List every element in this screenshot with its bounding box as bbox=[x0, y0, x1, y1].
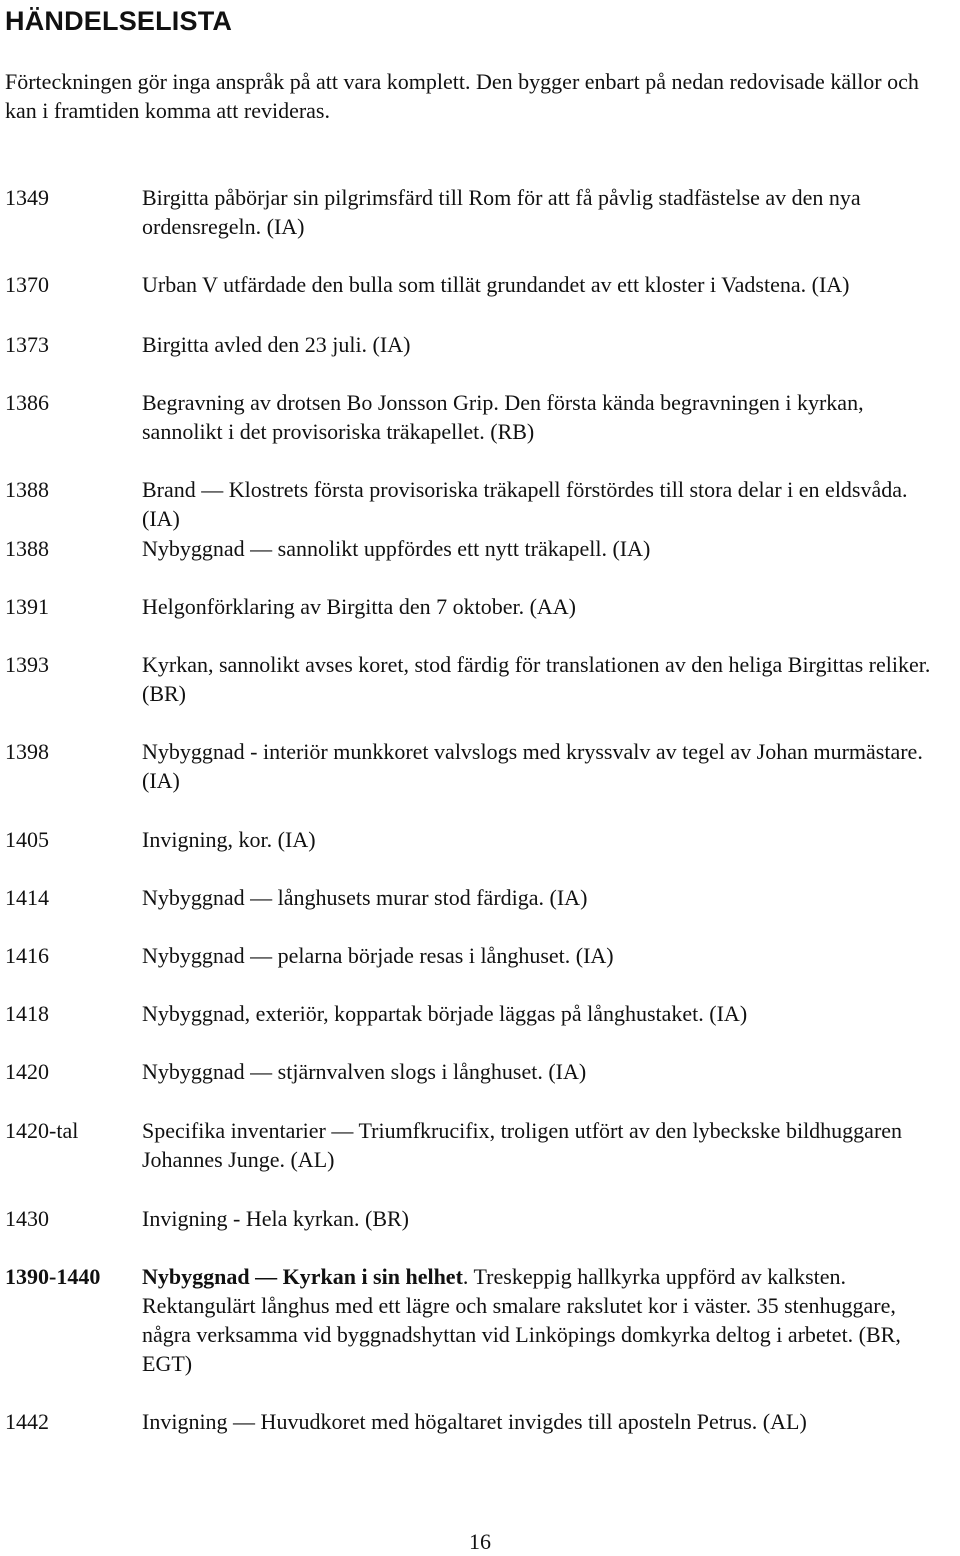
event-text: Nybyggnad — långhusets murar stod färdiga. (IA) bbox=[142, 885, 588, 910]
event-text: Invigning - Hela kyrkan. (BR) bbox=[142, 1206, 409, 1231]
event-text: Invigning — Huvudkoret med högaltaret invigdes till aposteln Petrus. (AL) bbox=[142, 1409, 807, 1434]
event-entry bbox=[5, 388, 955, 446]
page-title: HÄNDELSELISTA bbox=[5, 6, 233, 36]
event-entry bbox=[5, 270, 955, 299]
event-entry bbox=[5, 737, 955, 795]
event-text: Brand — Klostrets första provisoriska träkapell förstördes till stora delar i en eldsvåda. (IA) bbox=[142, 477, 908, 531]
intro-paragraph: Förteckningen gör inga anspråk på att vara komplett. Den bygger enbart på nedan redovisade källor och kan i framtiden komma att revideras. bbox=[5, 69, 919, 123]
event-year: 1398 bbox=[5, 739, 49, 764]
event-entry bbox=[5, 1116, 955, 1174]
event-year: 1418 bbox=[5, 1001, 49, 1026]
event-text: Nybyggnad, exteriör, koppartak började läggas på långhustaket. (IA) bbox=[142, 1001, 748, 1026]
event-text: Invigning, kor. (IA) bbox=[142, 827, 316, 852]
event-text: Birgitta avled den 23 juli. (IA) bbox=[142, 332, 411, 357]
event-entry bbox=[5, 941, 955, 970]
event-year: 1420-tal bbox=[5, 1118, 79, 1143]
event-text: Nybyggnad — stjärnvalven slogs i långhuset. (IA) bbox=[142, 1059, 587, 1084]
event-year: 1390-1440 bbox=[5, 1264, 101, 1289]
event-year: 1416 bbox=[5, 943, 49, 968]
event-entry bbox=[5, 183, 955, 241]
event-year: 1388 bbox=[5, 477, 49, 502]
event-entry bbox=[5, 825, 955, 854]
event-text: Nybyggnad - interiör munkkoret valvslogs med kryssvalv av tegel av Johan murmästare. (IA) bbox=[142, 739, 923, 793]
event-text: Begravning av drotsen Bo Jonsson Grip. Den första kända begravningen i kyrkan, sannolikt i det provisoriska träkapellet. (RB) bbox=[142, 390, 864, 444]
event-entry bbox=[5, 592, 955, 621]
event-text: Nybyggnad — sannolikt uppfördes ett nytt träkapell. (IA) bbox=[142, 536, 651, 561]
event-year: 1370 bbox=[5, 272, 49, 297]
event-entry bbox=[5, 1407, 955, 1436]
event-year: 1420 bbox=[5, 1059, 49, 1084]
event-year: 1373 bbox=[5, 332, 49, 357]
event-entry bbox=[5, 1204, 955, 1233]
event-entry bbox=[5, 999, 955, 1028]
event-year: 1393 bbox=[5, 652, 49, 677]
event-text: Specifika inventarier — Triumfkrucifix, troligen utfört av den lybeckske bildhuggaren Johannes Junge. (AL) bbox=[142, 1118, 903, 1172]
event-text-rest: . Treskeppig hallkyrka uppförd av kalksten. Rektangulärt långhus med ett lägre och smalare rakslutet kor i väster. 35 stenhuggare, några verksamma vid byggnadshyttan vid Linköpings domkyrka deltog i arbetet. (BR, EGT) bbox=[142, 1264, 901, 1376]
event-entry bbox=[5, 330, 955, 359]
event-text: Kyrkan, sannolikt avses koret, stod färdig för translationen av den heliga Birgittas reliker. (BR) bbox=[142, 652, 931, 706]
event-year: 1391 bbox=[5, 594, 49, 619]
event-text: Helgonförklaring av Birgitta den 7 oktober. (AA) bbox=[142, 594, 576, 619]
event-text-bold: Nybyggnad — Kyrkan i sin helhet bbox=[142, 1264, 463, 1289]
event-entry bbox=[5, 883, 955, 912]
event-text: Nybyggnad — pelarna började resas i långhuset. (IA) bbox=[142, 943, 614, 968]
event-year: 1430 bbox=[5, 1206, 49, 1231]
event-year: 1442 bbox=[5, 1409, 49, 1434]
event-year: 1349 bbox=[5, 185, 49, 210]
page-number: 16 bbox=[469, 1529, 491, 1554]
event-entry bbox=[5, 475, 955, 533]
event-year: 1388 bbox=[5, 536, 49, 561]
event-entry bbox=[5, 1262, 955, 1378]
event-text: Birgitta påbörjar sin pilgrimsfärd till Rom för att få påvlig stadfästelse av den nya ordensregeln. (IA) bbox=[142, 185, 861, 239]
event-year: 1414 bbox=[5, 885, 49, 910]
event-entry bbox=[5, 534, 955, 563]
event-entry bbox=[5, 1057, 955, 1086]
event-year: 1386 bbox=[5, 390, 49, 415]
event-entry bbox=[5, 650, 955, 708]
event-text bbox=[142, 1262, 932, 1378]
event-text: Urban V utfärdade den bulla som tillät grundandet av ett kloster i Vadstena. (IA) bbox=[142, 272, 850, 297]
event-year: 1405 bbox=[5, 827, 49, 852]
